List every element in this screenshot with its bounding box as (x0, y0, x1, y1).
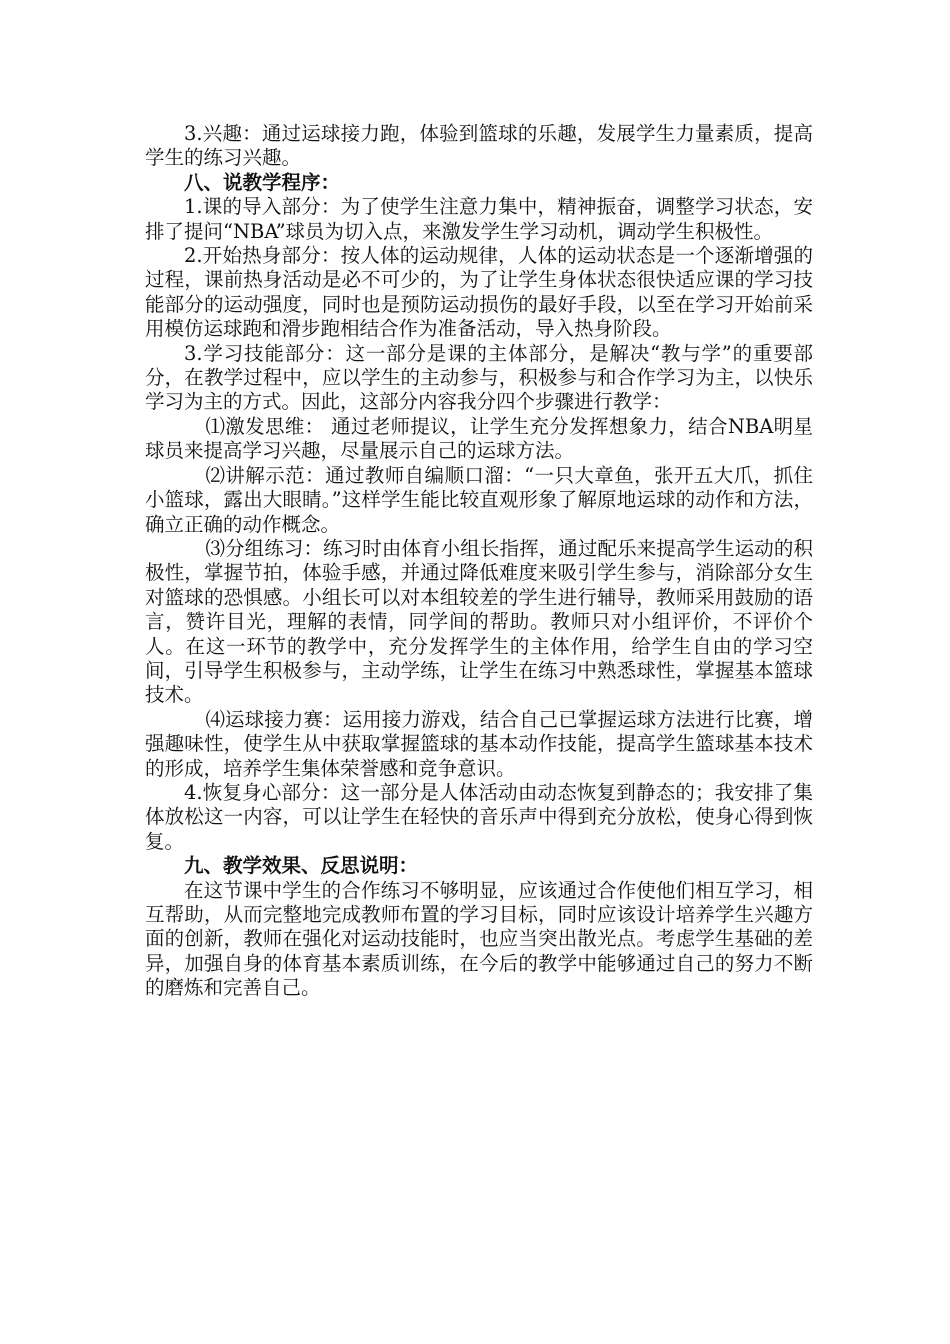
paragraph-step-3: ⑶分组练习：练习时由体育小组长指挥，通过配乐来提高学生运动的积极性，掌握节拍，体验手感，并通过降低难度来吸引学生参与，消除部分女生对篮球的恐惧感。小组长可以对本组较差的学生进行辅导，教师采用鼓励的语言，赞许目光，理解的表情，同学间的帮助。教师只对小组评价，不评价个人。在这一环节的教学中，充分发挥学生的主体作用，给学生自由的学习空间，引导学生积极参与，主动学练，让学生在练习中熟悉球性，掌握基本篮球技术。 (145, 536, 813, 707)
paragraph-warm-up: 2.开始热身部分：按人体的运动规律，人体的运动状态是一个逐渐增强的过程，课前热身活动是必不可少的，为了让学生身体状态很快适应课的学习技能部分的运动强度，同时也是预防运动损伤的最好手段，以至在学习开始前采用模仿运球跑和滑步跑相结合作为准备活动，导入热身阶段。 (145, 244, 813, 341)
paragraph-recovery: 4.恢复身心部分：这一部分是人体活动由动态恢复到静态的；我安排了集体放松这一内容，可以让学生在轻快的音乐声中得到充分放松，使身心得到恢复。 (145, 780, 813, 853)
paragraph-step-4: ⑷运球接力赛：运用接力游戏，结合自己已掌握运球方法进行比赛，增强趣味性，使学生从中获取掌握篮球的基本动作技能，提高学生篮球基本技术的形成，培养学生集体荣誉感和竞争意识。 (145, 707, 813, 780)
paragraph-introduction: 1.课的导入部分：为了使学生注意力集中，精神振奋，调整学习状态，安排了提问“NBA”球员为切入点，来激发学生学习动机，调动学生积极性。 (145, 195, 813, 243)
section-heading-teaching-effect: 九、教学效果、反思说明： (184, 854, 419, 878)
paragraph-step-2: ⑵讲解示范：通过教师自编顺口溜：“一只大章鱼，张开五大爪，抓住小篮球，露出大眼睛。”这样学生能比较直观形象了解原地运球的动作和方法，确立正确的动作概念。 (145, 463, 813, 536)
paragraph-skill-learning: 3.学习技能部分：这一部分是课的主体部分，是解决“教与学”的重要部分，在教学过程中，应以学生的主动参与，积极参与和合作学习为主，以快乐学习为主的方式。因此，这部分内容我分四个步骤进行教学： (145, 341, 813, 414)
paragraph-interest: 3.兴趣：通过运球接力跑，体验到篮球的乐趣，发展学生力量素质，提高学生的练习兴趣。 (145, 122, 813, 170)
paragraph-reflection: 在这节课中学生的合作练习不够明显，应该通过合作使他们相互学习，相互帮助，从而完整地完成教师布置的学习目标，同时应该设计培养学生兴趣方面的创新，教师在强化对运动技能时，也应当突出散光点。考虑学生基础的差异，加强自身的体育基本素质训练，在今后的教学中能够通过自己的努力不断的磨炼和完善自己。 (145, 878, 813, 1000)
section-heading-teaching-procedure: 八、说教学程序： (184, 170, 341, 194)
document-body (145, 122, 813, 1001)
paragraph-step-1: ⑴激发思维： 通过老师提议，让学生充分发挥想象力，结合NBA明星球员来提高学习兴趣，尽量展示自己的运球方法。 (145, 414, 813, 463)
